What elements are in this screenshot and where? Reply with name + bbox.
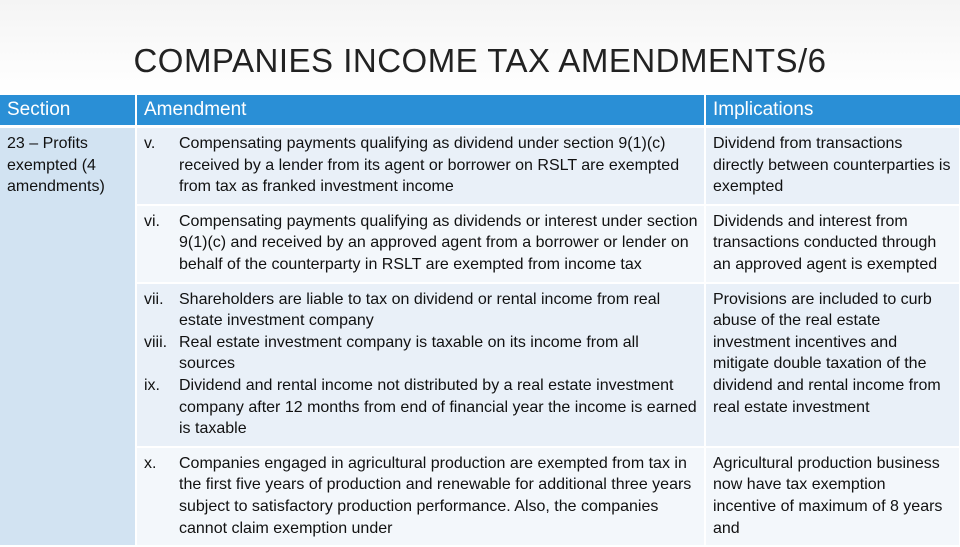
amendment-cell xyxy=(136,127,705,205)
list-item xyxy=(144,375,698,440)
item-text: Companies engaged in agricultural production are exempted from tax in the first five years of production and renewable for additional three years subject to satisfactory production performance. Also, the companies cannot claim exemption under xyxy=(179,454,692,537)
amendments-table xyxy=(0,95,960,547)
list-item xyxy=(144,289,698,332)
table-header-row xyxy=(0,95,960,127)
implication-cell: Dividend from transactions directly between counterparties is exempted xyxy=(705,127,960,205)
list-item xyxy=(144,332,698,375)
list-item xyxy=(144,211,698,276)
section-cell: 23 – Profits exempted (4 amendments) xyxy=(0,127,136,547)
item-number: vii. xyxy=(144,290,164,308)
amendment-cell xyxy=(136,205,705,283)
amendment-cell xyxy=(136,447,705,546)
item-text: Compensating payments qualifying as dividends or interest under section 9(1)(c) and received by an approved agent from a borrower or lender on behalf of the counterparty in RSLT are exempted from income tax xyxy=(179,212,698,273)
implication-cell: Dividends and interest from transactions conducted through an approved agent is exempted xyxy=(705,205,960,283)
item-text: Dividend and rental income not distributed by a real estate investment company after 12 months from end of financial year the income is earned is taxable xyxy=(179,376,697,438)
implication-cell: Agricultural production business now have tax exemption incentive of maximum of 8 years and xyxy=(705,447,960,546)
header-section: Section xyxy=(0,95,136,127)
table-row xyxy=(0,205,960,283)
item-text: Shareholders are liable to tax on dividend or rental income from real estate investment company xyxy=(179,290,661,330)
amendment-cell xyxy=(136,283,705,447)
item-number: x. xyxy=(144,454,157,472)
list-item xyxy=(144,133,698,198)
list-item xyxy=(144,453,698,539)
item-number: ix. xyxy=(144,376,160,394)
table-row xyxy=(0,283,960,447)
implication-cell: Provisions are included to curb abuse of the real estate investment incentives and mitigate double taxation of the dividend and rental income from real estate investment xyxy=(705,283,960,447)
header-implications: Implications xyxy=(705,95,960,127)
slide-title: COMPANIES INCOME TAX AMENDMENTS/6 xyxy=(133,42,827,79)
item-number: v. xyxy=(144,135,156,152)
item-number: vi. xyxy=(144,212,160,230)
header-amendment: Amendment xyxy=(136,95,705,127)
table-row xyxy=(0,127,960,205)
table-row xyxy=(0,447,960,546)
item-text: Real estate investment company is taxable on its income from all sources xyxy=(179,333,639,373)
item-number: viii. xyxy=(144,333,168,351)
item-text: Compensating payments qualifying as dividend under section 9(1)(c) received by a lender from its agent or borrower on RSLT are exempted from tax as franked investment income xyxy=(179,135,680,196)
